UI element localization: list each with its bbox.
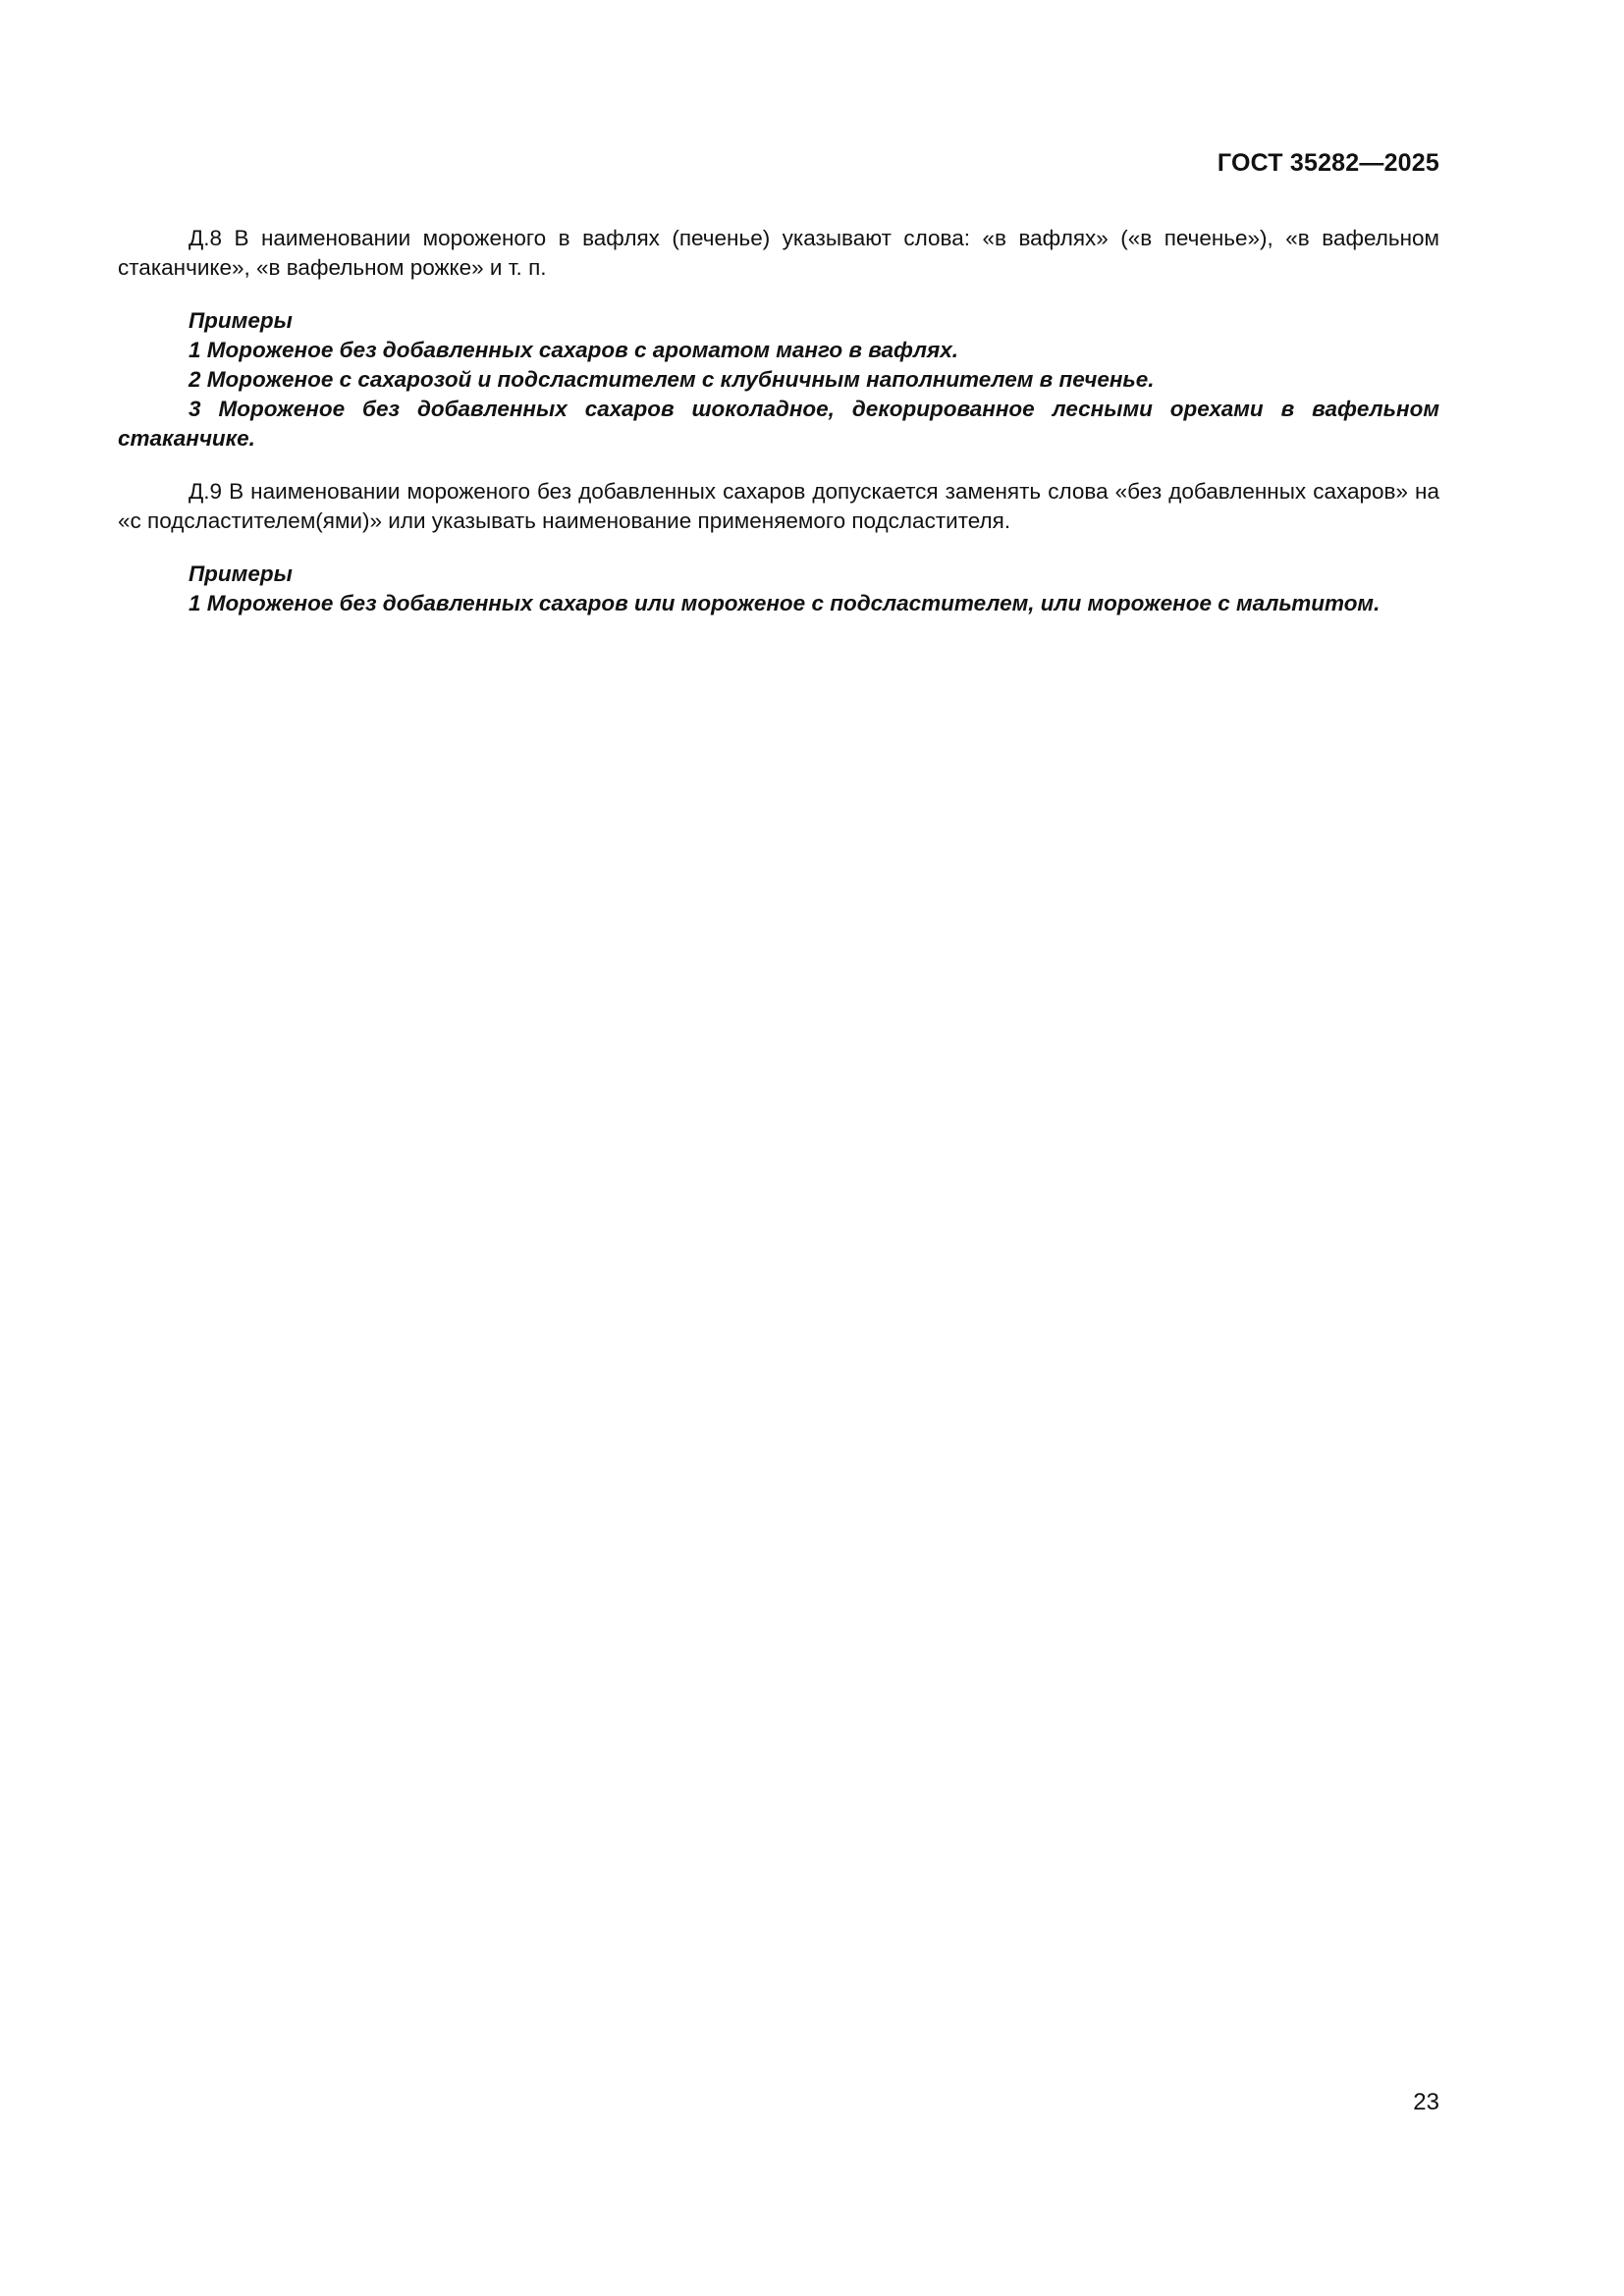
examples-block-d9 [118,560,1439,618]
example-item: 1 Мороженое без добавленных сахаров с ароматом манго в вафлях. [189,338,958,362]
header-doc-code: ГОСТ 35282—2025 [1217,149,1439,177]
example-item: 2 Мороженое с сахарозой и подсластителем с клубничным наполнителем в печенье. [189,367,1155,392]
examples-heading: Примеры [189,308,293,333]
example-item: 1 Мороженое без добавленных сахаров или мороженое с подсластителем, или мороженое с мальтитом. [189,591,1380,615]
page-number: 23 [1413,2089,1439,2115]
examples-heading: Примеры [189,561,293,586]
example-item: 3 Мороженое без добавленных сахаров шоколадное, декорированное лесными орехами в вафельном стаканчике. [118,397,1439,451]
paragraph-d8: Д.8 В наименовании мороженого в вафлях (печенье) указывают слова: «в вафлях» («в печенье»), «в вафельном стаканчике», «в вафельном рожке» и т. п. [118,226,1439,280]
paragraph-d9: Д.9 В наименовании мороженого без добавленных сахаров допускается заменять слова «без добавленных сахаров» на «с подсластителем(ями)» или указывать наименование применяемого подсластителя. [118,479,1439,533]
examples-block-d8 [118,306,1439,454]
document-body [118,224,1439,642]
